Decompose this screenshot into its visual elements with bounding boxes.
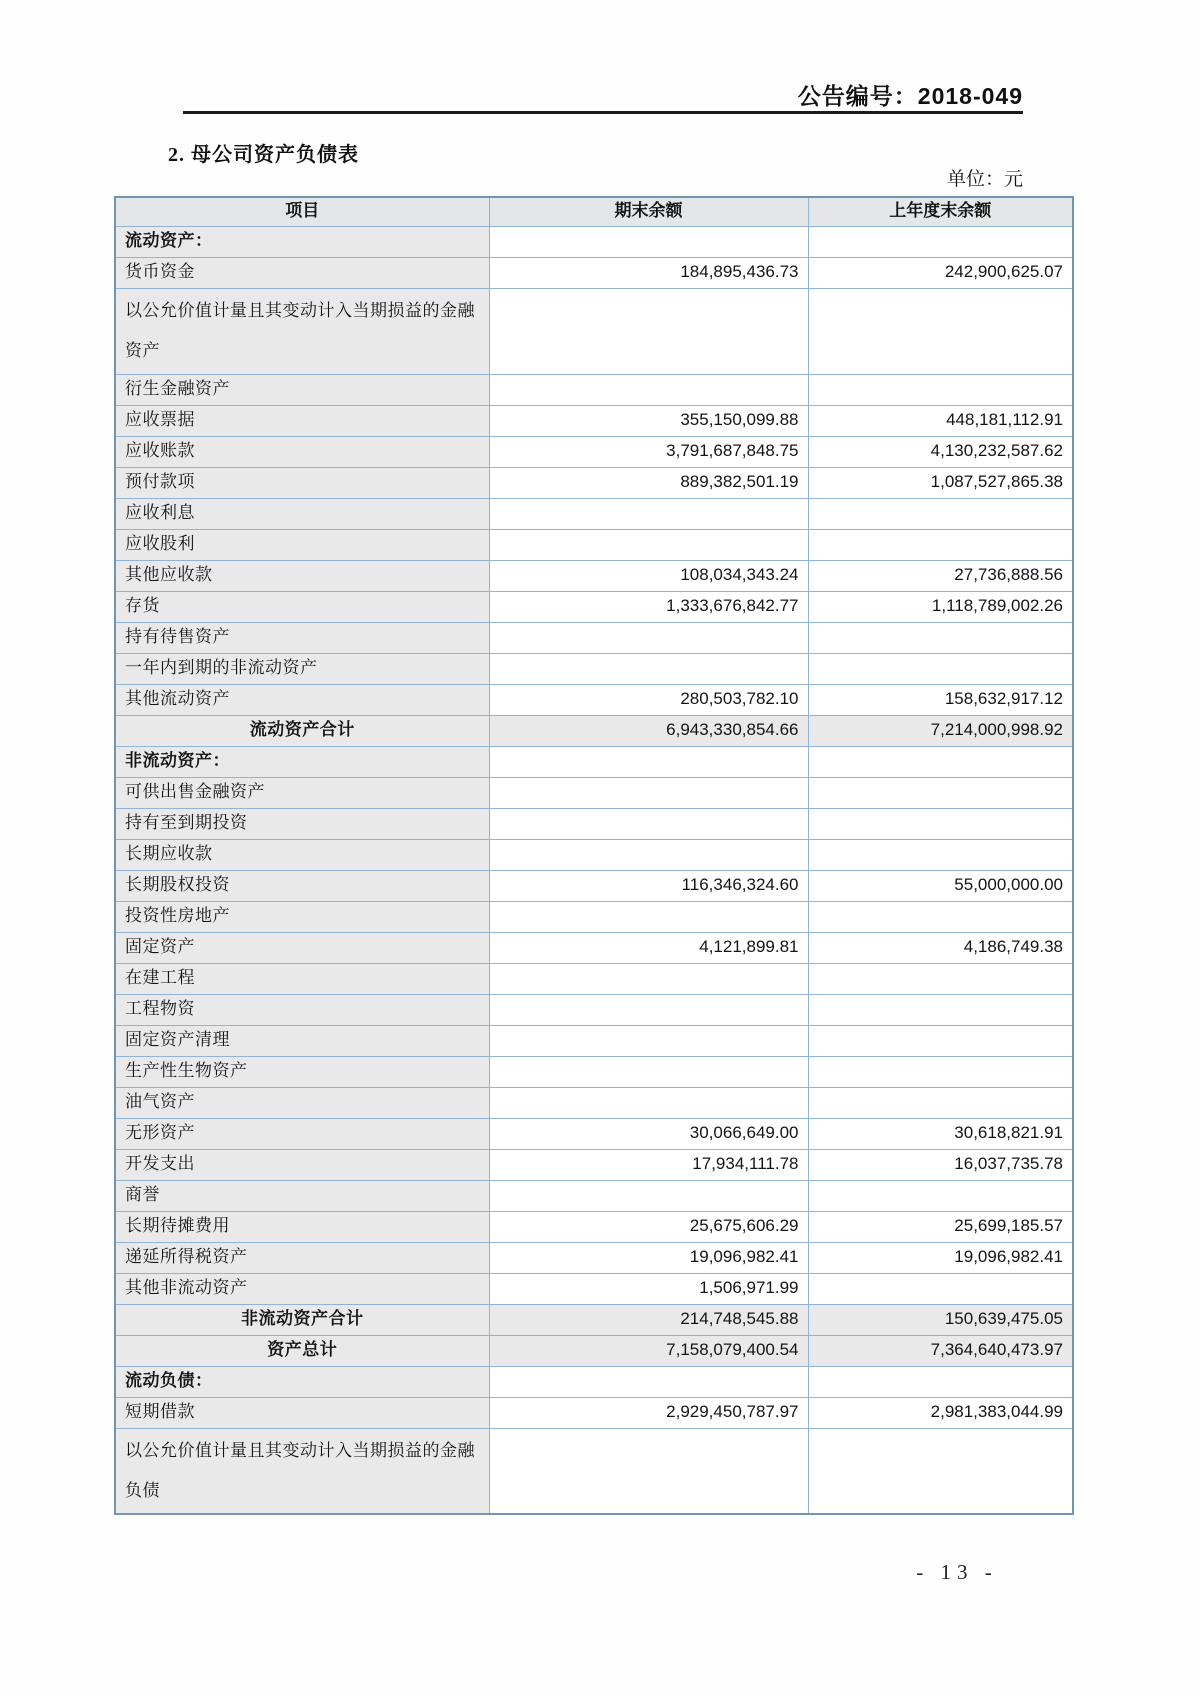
current-value-cell: 1,333,676,842.77 [489, 591, 808, 622]
current-value-cell: 19,096,982.41 [489, 1242, 808, 1273]
current-value-cell: 7,158,079,400.54 [489, 1335, 808, 1366]
table-row [115, 870, 1073, 901]
current-value-cell [489, 1056, 808, 1087]
row-label-cell: 油气资产 [115, 1087, 489, 1118]
current-value-cell: 17,934,111.78 [489, 1149, 808, 1180]
table-row [115, 994, 1073, 1025]
table-row [115, 226, 1073, 257]
row-label-cell: 应收利息 [115, 498, 489, 529]
current-value-cell [489, 529, 808, 560]
table-row [115, 257, 1073, 288]
row-label-cell: 非流动资产合计 [115, 1304, 489, 1335]
current-value-cell: 108,034,343.24 [489, 560, 808, 591]
previous-value-cell [808, 1366, 1073, 1397]
table-row [115, 901, 1073, 932]
current-value-cell [489, 746, 808, 777]
row-label-cell: 以公允价值计量且其变动计入当期损益的金融负债 [115, 1428, 489, 1514]
row-label-cell: 短期借款 [115, 1397, 489, 1428]
current-value-cell [489, 622, 808, 653]
table-row [115, 529, 1073, 560]
announcement-number: 公告编号：2018-049 [797, 83, 1023, 109]
row-label-cell: 货币资金 [115, 257, 489, 288]
column-header-ending-balance: 期末余额 [489, 197, 808, 226]
previous-value-cell: 448,181,112.91 [808, 405, 1073, 436]
table-row [115, 374, 1073, 405]
section-title: 2. 母公司资产负债表 [168, 144, 359, 166]
row-label-cell: 工程物资 [115, 994, 489, 1025]
column-header-item: 项目 [115, 197, 489, 226]
table-row [115, 622, 1073, 653]
current-value-cell [489, 777, 808, 808]
row-label-cell: 持有待售资产 [115, 622, 489, 653]
previous-value-cell: 30,618,821.91 [808, 1118, 1073, 1149]
table-row [115, 1335, 1073, 1366]
previous-value-cell [808, 1056, 1073, 1087]
current-value-cell [489, 963, 808, 994]
table-row [115, 1366, 1073, 1397]
current-value-cell [489, 994, 808, 1025]
table-row [115, 777, 1073, 808]
current-value-cell: 4,121,899.81 [489, 932, 808, 963]
row-label-cell: 应收账款 [115, 436, 489, 467]
header-rule [183, 111, 1023, 114]
page-number: - 13 - [916, 1560, 998, 1584]
table-row [115, 1180, 1073, 1211]
row-label-cell: 其他非流动资产 [115, 1273, 489, 1304]
row-label-cell: 长期待摊费用 [115, 1211, 489, 1242]
current-value-cell [489, 288, 808, 374]
current-value-cell: 280,503,782.10 [489, 684, 808, 715]
previous-value-cell: 55,000,000.00 [808, 870, 1073, 901]
current-value-cell: 1,506,971.99 [489, 1273, 808, 1304]
previous-value-cell: 242,900,625.07 [808, 257, 1073, 288]
previous-value-cell: 158,632,917.12 [808, 684, 1073, 715]
previous-value-cell [808, 746, 1073, 777]
row-label-cell: 递延所得税资产 [115, 1242, 489, 1273]
row-label-cell: 应收票据 [115, 405, 489, 436]
row-label-cell: 预付款项 [115, 467, 489, 498]
current-value-cell: 30,066,649.00 [489, 1118, 808, 1149]
current-value-cell [489, 1180, 808, 1211]
row-label-cell: 以公允价值计量且其变动计入当期损益的金融资产 [115, 288, 489, 374]
current-value-cell: 116,346,324.60 [489, 870, 808, 901]
current-value-cell: 184,895,436.73 [489, 257, 808, 288]
previous-value-cell: 19,096,982.41 [808, 1242, 1073, 1273]
table-row [115, 1397, 1073, 1428]
table-row [115, 1025, 1073, 1056]
row-label-cell: 开发支出 [115, 1149, 489, 1180]
current-value-cell [489, 839, 808, 870]
current-value-cell: 889,382,501.19 [489, 467, 808, 498]
table-row [115, 653, 1073, 684]
previous-value-cell [808, 1087, 1073, 1118]
table-row [115, 932, 1073, 963]
previous-value-cell [808, 498, 1073, 529]
current-value-cell: 3,791,687,848.75 [489, 436, 808, 467]
previous-value-cell [808, 653, 1073, 684]
table-row [115, 1273, 1073, 1304]
current-value-cell: 355,150,099.88 [489, 405, 808, 436]
current-value-cell: 214,748,545.88 [489, 1304, 808, 1335]
current-value-cell [489, 901, 808, 932]
previous-value-cell [808, 1025, 1073, 1056]
current-value-cell [489, 1087, 808, 1118]
row-label-cell: 无形资产 [115, 1118, 489, 1149]
previous-value-cell: 25,699,185.57 [808, 1211, 1073, 1242]
table-row [115, 498, 1073, 529]
row-label-cell: 商誉 [115, 1180, 489, 1211]
table-row [115, 1428, 1073, 1514]
table-body [115, 226, 1073, 1514]
previous-value-cell: 16,037,735.78 [808, 1149, 1073, 1180]
row-label-cell: 一年内到期的非流动资产 [115, 653, 489, 684]
table-row [115, 1087, 1073, 1118]
previous-value-cell [808, 901, 1073, 932]
table-row [115, 1056, 1073, 1087]
previous-value-cell [808, 622, 1073, 653]
previous-value-cell: 7,214,000,998.92 [808, 715, 1073, 746]
table-row [115, 963, 1073, 994]
table-row [115, 560, 1073, 591]
previous-value-cell [808, 963, 1073, 994]
previous-value-cell [808, 529, 1073, 560]
table-row [115, 1211, 1073, 1242]
table-row [115, 684, 1073, 715]
row-label-cell: 衍生金融资产 [115, 374, 489, 405]
previous-value-cell [808, 226, 1073, 257]
current-value-cell: 2,929,450,787.97 [489, 1397, 808, 1428]
row-label-cell: 长期应收款 [115, 839, 489, 870]
table-row [115, 436, 1073, 467]
table-row [115, 839, 1073, 870]
current-value-cell [489, 374, 808, 405]
previous-value-cell [808, 1180, 1073, 1211]
previous-value-cell [808, 288, 1073, 374]
unit-label: 单位：元 [946, 169, 1023, 190]
table-row [115, 1242, 1073, 1273]
table-row [115, 405, 1073, 436]
row-label-cell: 可供出售金融资产 [115, 777, 489, 808]
current-value-cell: 6,943,330,854.66 [489, 715, 808, 746]
row-label-cell: 其他应收款 [115, 560, 489, 591]
previous-value-cell: 4,130,232,587.62 [808, 436, 1073, 467]
row-label-cell: 其他流动资产 [115, 684, 489, 715]
previous-value-cell: 2,981,383,044.99 [808, 1397, 1073, 1428]
row-label-cell: 长期股权投资 [115, 870, 489, 901]
row-label-cell: 固定资产 [115, 932, 489, 963]
table-row [115, 591, 1073, 622]
table-row [115, 288, 1073, 374]
row-label-cell: 非流动资产： [115, 746, 489, 777]
previous-value-cell: 150,639,475.05 [808, 1304, 1073, 1335]
current-value-cell [489, 498, 808, 529]
previous-value-cell: 4,186,749.38 [808, 932, 1073, 963]
previous-value-cell [808, 777, 1073, 808]
column-header-previous-year-balance: 上年度末余额 [808, 197, 1073, 226]
table-row [115, 1149, 1073, 1180]
current-value-cell [489, 808, 808, 839]
current-value-cell: 25,675,606.29 [489, 1211, 808, 1242]
previous-value-cell: 7,364,640,473.97 [808, 1335, 1073, 1366]
table-row [115, 746, 1073, 777]
current-value-cell [489, 226, 808, 257]
previous-value-cell: 27,736,888.56 [808, 560, 1073, 591]
previous-value-cell: 1,118,789,002.26 [808, 591, 1073, 622]
table-row [115, 1118, 1073, 1149]
current-value-cell [489, 1025, 808, 1056]
row-label-cell: 固定资产清理 [115, 1025, 489, 1056]
table-row [115, 467, 1073, 498]
previous-value-cell [808, 374, 1073, 405]
row-label-cell: 资产总计 [115, 1335, 489, 1366]
previous-value-cell: 1,087,527,865.38 [808, 467, 1073, 498]
row-label-cell: 流动资产： [115, 226, 489, 257]
current-value-cell [489, 1366, 808, 1397]
row-label-cell: 持有至到期投资 [115, 808, 489, 839]
table-header-row [115, 197, 1073, 226]
table-row [115, 715, 1073, 746]
row-label-cell: 生产性生物资产 [115, 1056, 489, 1087]
previous-value-cell [808, 994, 1073, 1025]
row-label-cell: 流动负债： [115, 1366, 489, 1397]
row-label-cell: 流动资产合计 [115, 715, 489, 746]
table-row [115, 808, 1073, 839]
table-row [115, 1304, 1073, 1335]
previous-value-cell [808, 808, 1073, 839]
row-label-cell: 投资性房地产 [115, 901, 489, 932]
current-value-cell [489, 1428, 808, 1514]
balance-sheet-table [114, 196, 1074, 1515]
previous-value-cell [808, 839, 1073, 870]
previous-value-cell [808, 1273, 1073, 1304]
row-label-cell: 存货 [115, 591, 489, 622]
row-label-cell: 应收股利 [115, 529, 489, 560]
previous-value-cell [808, 1428, 1073, 1514]
row-label-cell: 在建工程 [115, 963, 489, 994]
current-value-cell [489, 653, 808, 684]
